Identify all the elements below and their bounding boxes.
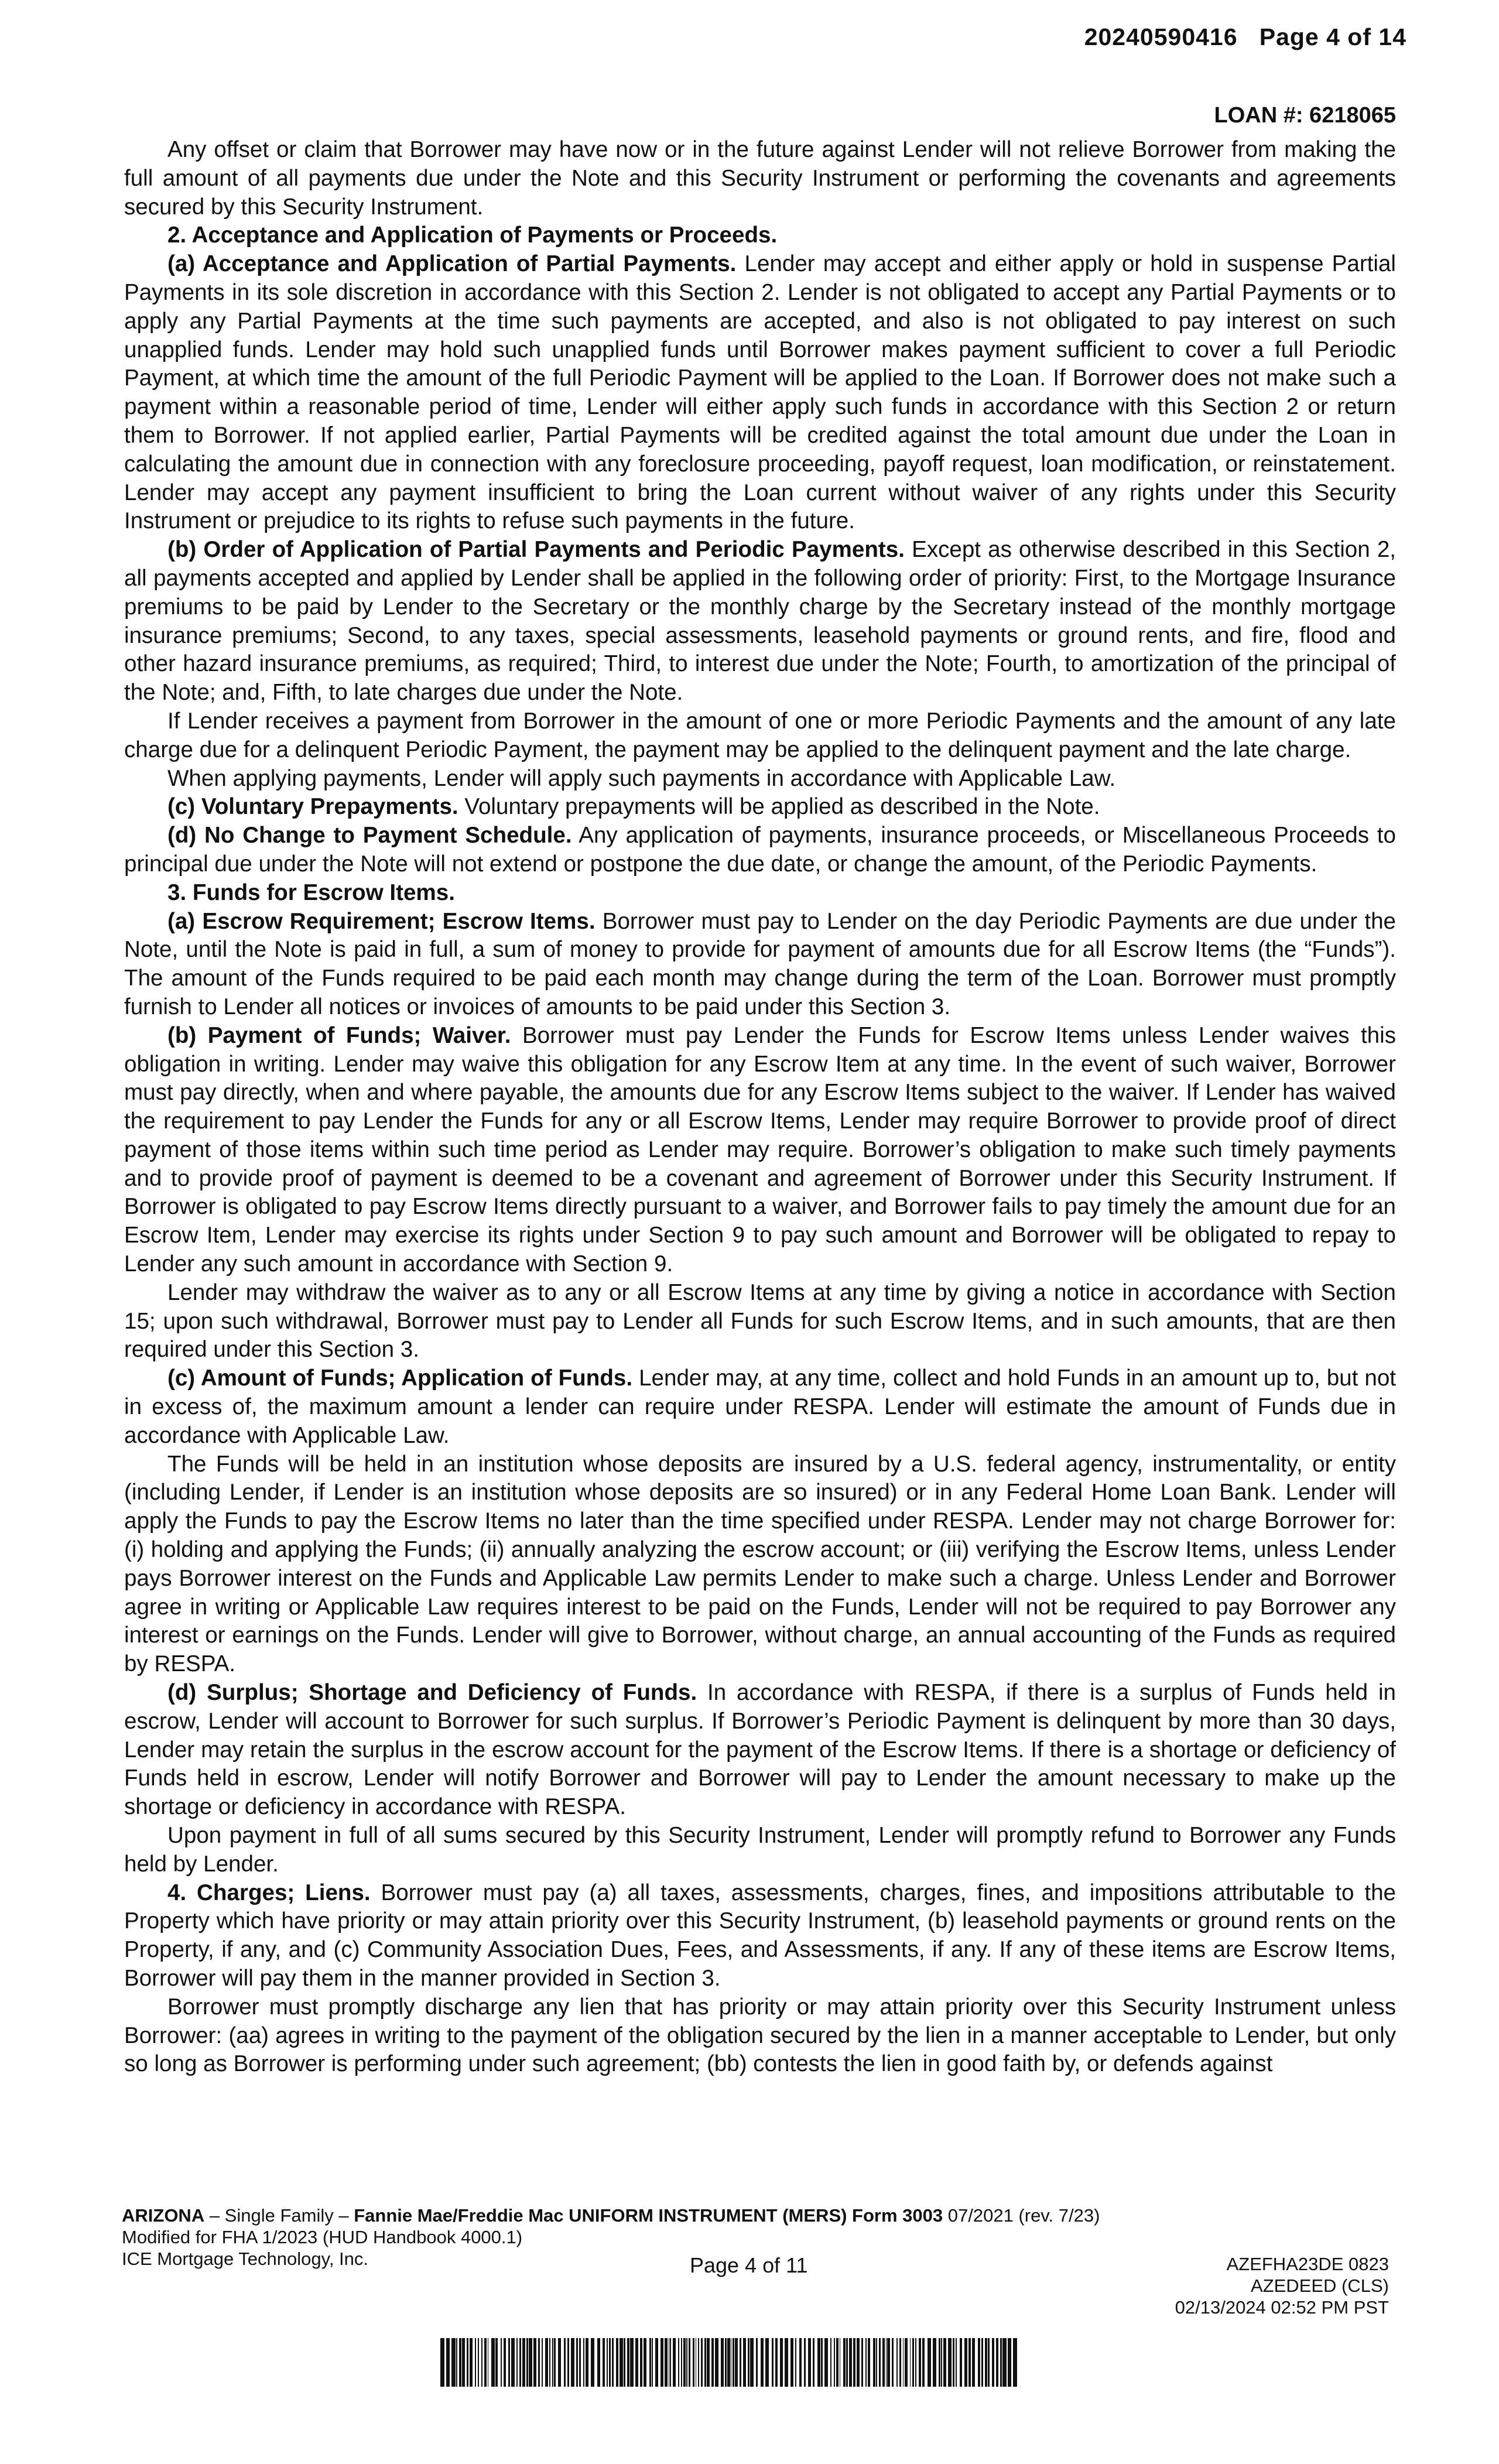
paragraph <box>124 1879 1396 1993</box>
footer-modified: Modified for FHA 1/2023 (HUD Handbook 4000.1) <box>122 2227 523 2247</box>
paragraph <box>124 1279 1396 1364</box>
paragraph-text: Lender may, at any time, collect and hold Funds in an amount up to, but not in excess of, the maximum amount a lender can require under RESPA. Lender will estimate the amount of Funds due in accordance with Applicable Law. <box>124 1366 1396 1448</box>
footer-code: AZEFHA23DE 0823 <box>1226 2254 1389 2274</box>
paragraph <box>124 822 1396 879</box>
footer-form-line <box>122 2205 1392 2226</box>
paragraph-text: If Lender receives a payment from Borrower in the amount of one or more Periodic Payments and the amount of any late charge due for a delinquent Periodic Payment, the payment may be applied to the delinquent payment and the late charge. <box>124 708 1396 762</box>
paragraph-text: Except as otherwise described in this Section 2, all payments accepted and applied by Lender shall be applied in the following order of priority: First, to the Mortgage Insurance premiums to be paid by Lender to the Secretary or the monthly charge by the Secretary instead of the monthly mortgage insurance premiums; Second, to any taxes, special assessments, leasehold payments or ground rents, and fire, flood and other hazard insurance premiums, as required; Third, to interest due under the Note; Fourth, to amortization of the principal of the Note; and, Fifth, to late charges due under the Note. <box>124 537 1396 706</box>
paragraph <box>124 1679 1396 1822</box>
barcode <box>440 2338 1020 2387</box>
paragraph <box>124 250 1396 536</box>
paragraph <box>124 707 1396 765</box>
paragraph <box>124 1022 1396 1279</box>
footer-code-2: AZEDEED (CLS) <box>1251 2275 1389 2296</box>
paragraph-heading: (a) Escrow Requirement; Escrow Items. <box>167 908 596 934</box>
document-body <box>124 136 1396 2079</box>
footer-instrument: Fannie Mae/Freddie Mac UNIFORM INSTRUMENT (MERS) Form 3003 <box>354 2205 943 2226</box>
paragraph <box>124 765 1396 793</box>
loan-number: LOAN #: 6218065 <box>1214 103 1396 128</box>
footer-timestamp: 02/13/2024 02:52 PM PST <box>1175 2297 1389 2318</box>
footer-date: 07/2021 (rev. 7/23) <box>943 2205 1100 2226</box>
recording-header <box>1084 23 1406 51</box>
paragraph <box>124 1450 1396 1679</box>
paragraph <box>124 136 1396 221</box>
footer-type: – Single Family – <box>204 2205 354 2226</box>
paragraph <box>124 1364 1396 1450</box>
paragraph-heading: (a) Acceptance and Application of Partial Payments. <box>167 251 737 277</box>
paragraph <box>124 536 1396 707</box>
paragraph <box>124 1993 1396 2079</box>
paragraph-heading: (d) No Change to Payment Schedule. <box>167 823 572 848</box>
paragraph-heading: (c) Amount of Funds; Application of Funds. <box>167 1366 633 1391</box>
paragraph-text: Borrower must pay to Lender on the day Periodic Payments are due under the Note, until the Note is paid in full, a sum of money to provide for payment of amounts due for all Escrow Items (the “Funds”). The amount of the Funds required to be paid each month may change during the term of the Loan. Borrower must promptly furnish to Lender all notices or invoices of amounts to be paid under this Section 3. <box>124 908 1396 1019</box>
recording-page: Page 4 of 14 <box>1259 23 1406 50</box>
paragraph-text: When applying payments, Lender will apply such payments in accordance with Applicable Law. <box>167 765 1116 791</box>
paragraph-heading: (b) Payment of Funds; Waiver. <box>167 1022 511 1048</box>
paragraph <box>124 908 1396 1022</box>
recording-number: 20240590416 <box>1084 23 1238 50</box>
paragraph <box>124 221 1396 250</box>
paragraph-heading: (c) Voluntary Prepayments. <box>167 794 458 820</box>
paragraph-text: The Funds will be held in an institution whose deposits are insured by a U.S. federal agency, instrumentality, or entity (including Lender, if Lender is an institution whose deposits are so insured) or in any Federal Home Loan Bank. Lender will apply the Funds to pay the Escrow Items no later than the time specified under RESPA. Lender may not charge Borrower for: (i) holding and applying the Funds; (ii) annually analyzing the escrow account; or (iii) verifying the Escrow Items, unless Lender pays Borrower interest on the Funds and Applicable Law permits Lender to make such a charge. Unless Lender and Borrower agree in writing or Applicable Law requires interest to be paid on the Funds, Lender will not be required to pay Borrower any interest or earnings on the Funds. Lender will give to Borrower, without charge, an annual accounting of the Funds as required by RESPA. <box>124 1451 1396 1677</box>
paragraph-text: Upon payment in full of all sums secured by this Security Instrument, Lender will promptly refund to Borrower any Funds held by Lender. <box>124 1823 1396 1877</box>
paragraph-heading: (d) Surplus; Shortage and Deficiency of Funds. <box>167 1680 697 1706</box>
paragraph-text: Any offset or claim that Borrower may have now or in the future against Lender will not relieve Borrower from making the full amount of all payments due under the Note and this Security Instrument or performing the covenants and agreements secured by this Security Instrument. <box>124 137 1396 220</box>
footer-page-number: Page 4 of 11 <box>690 2253 808 2277</box>
paragraph-text: In accordance with RESPA, if there is a surplus of Funds held in escrow, Lender will account to Borrower for such surplus. If Borrower’s Periodic Payment is delinquent by more than 30 days, Lender may retain the surplus in the escrow account for the payment of the Escrow Items. If there is a shortage or deficiency of Funds held in escrow, Lender will notify Borrower and Borrower will pay to Lender the amount necessary to make up the shortage or deficiency in accordance with RESPA. <box>124 1680 1396 1820</box>
paragraph <box>124 879 1396 908</box>
paragraph-heading: 4. Charges; Liens. <box>167 1880 371 1905</box>
paragraph-text: Lender may withdraw the waiver as to any or all Escrow Items at any time by giving a notice in accordance with Section 15; upon such withdrawal, Borrower must pay to Lender all Funds for such Escrow Items, and in such amounts, that are then required under this Section 3. <box>124 1279 1396 1363</box>
paragraph-heading: 2. Acceptance and Application of Payments or Proceeds. <box>167 223 778 248</box>
paragraph-heading: (b) Order of Application of Partial Payments and Periodic Payments. <box>167 537 905 563</box>
paragraph-text: Any application of payments, insurance proceeds, or Miscellaneous Proceeds to principal due under the Note will not extend or postpone the due date, or change the amount, of the Periodic Payments. <box>124 823 1396 877</box>
paragraph-text: Voluntary prepayments will be applied as described in the Note. <box>458 794 1100 820</box>
footer-company: ICE Mortgage Technology, Inc. <box>122 2249 369 2269</box>
paragraph <box>124 793 1396 822</box>
paragraph-text: Borrower must pay (a) all taxes, assessments, charges, fines, and impositions attributable to the Property which have priority or may attain priority over this Security Instrument, (b) leasehold payments or ground rents on the Property, if any, and (c) Community Association Dues, Fees, and Assessments, if any. If any of these items are Escrow Items, Borrower will pay them in the manner provided in Section 3. <box>124 1880 1396 1991</box>
footer-codes <box>1175 2253 1389 2318</box>
paragraph-text: Borrower must pay Lender the Funds for Escrow Items unless Lender waives this obligation in writing. Lender may waive this obligation for any Escrow Item at any time. In the event of such waiver, Borrower must pay directly, when and where payable, the amounts due for any Escrow Items subject to the waiver. If Lender has waived the requirement to pay Lender the Funds for any or all Escrow Items, Lender may require Borrower to provide proof of direct payment of those items within such time period as Lender may require. Borrower’s obligation to make such timely payments and to provide proof of payment is deemed to be a covenant and agreement of Borrower under this Security Instrument. If Borrower is obligated to pay Escrow Items directly pursuant to a waiver, and Borrower fails to pay timely the amount due for an Escrow Item, Lender may exercise its rights under Section 9 to pay such amount and Borrower will be obligated to repay to Lender any such amount in accordance with Section 9. <box>124 1022 1396 1277</box>
paragraph <box>124 1822 1396 1879</box>
paragraph-text: Borrower must promptly discharge any lien that has priority or may attain priority over this Security Instrument unless Borrower: (aa) agrees in writing to the payment of the obligation secured by the lien in a manner acceptable to Lender, but only so long as Borrower is performing under such agreement; (bb) contests the lien in good faith by, or defends against <box>124 1994 1396 2077</box>
footer-state: ARIZONA <box>122 2205 205 2226</box>
paragraph-heading: 3. Funds for Escrow Items. <box>167 879 455 905</box>
paragraph-text: Lender may accept and either apply or hold in suspense Partial Payments in its sole discretion in accordance with this Section 2. Lender is not obligated to accept any Partial Payments or to apply any Partial Payments at the time such payments are accepted, and also is not obligated to pay interest on such unapplied funds. Lender may hold such unapplied funds until Borrower makes payment sufficient to cover a full Periodic Payment, at which time the amount of the full Periodic Payment will be applied to the Loan. If Borrower does not make such a payment within a reasonable period of time, Lender will either apply such funds in accordance with this Section 2 or return them to Borrower. If not applied earlier, Partial Payments will be credited against the total amount due under the Loan in calculating the amount due in connection with any foreclosure proceeding, payoff request, loan modification, or reinstatement. Lender may accept any payment insufficient to bring the Loan current without waiver of any rights under this Security Instrument or prejudice to its rights to refuse such payments in the future. <box>124 251 1396 534</box>
